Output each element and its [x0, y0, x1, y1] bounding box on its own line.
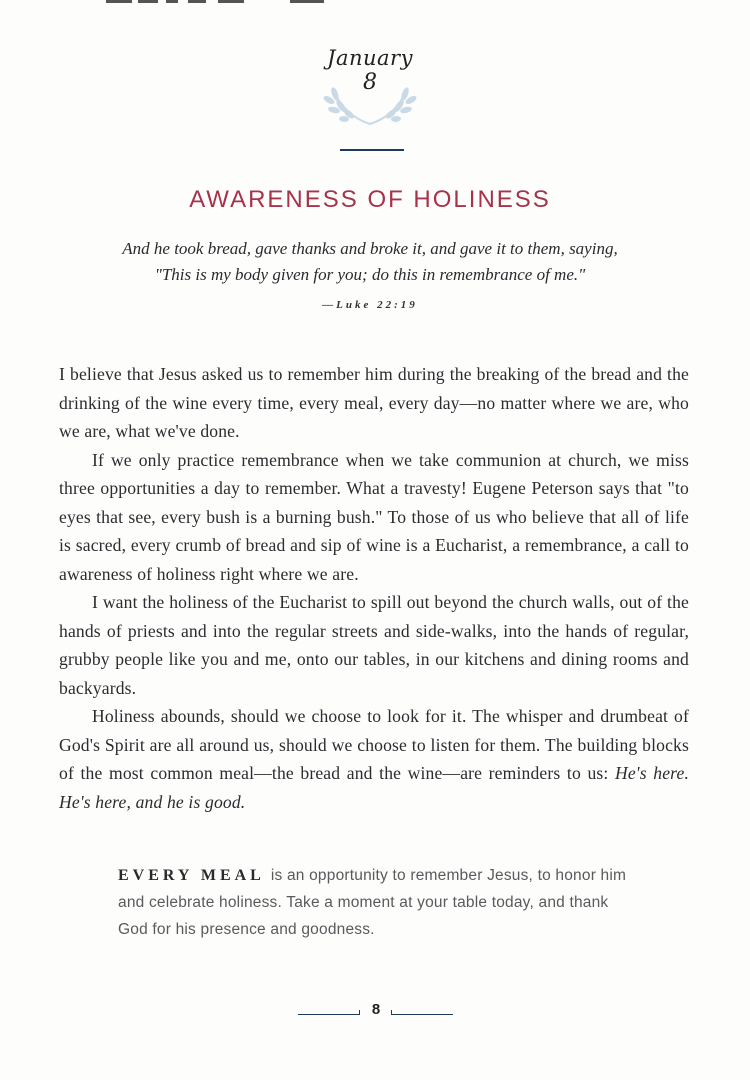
- paragraph-2: If we only practice remembrance when we take communion at church, we miss three opportunities a day to remember. What a travesty! Eugene Peterson says that "to eyes that see, every bush is a burning bush." To those of us who believe that all of life is sacred, every crumb of bread and sip of wine is a Eucharist, a remembrance, a call to awareness of holiness right where we are.: [59, 449, 689, 584]
- callout-text: [118, 862, 628, 943]
- reflection-callout: [118, 862, 628, 943]
- footer-rule-left: [298, 1014, 360, 1015]
- paragraph-4-text: Holiness abounds, should we choose to look for it. The whisper and drumbeat of God's Spirit are all around us, should we choose to listen for them. The building blocks of the most common meal—the bread and the wine—are reminders to us:: [59, 706, 689, 783]
- scripture-reference: —Luke 22:19: [322, 299, 418, 311]
- title-divider: [340, 149, 404, 151]
- callout-body: is an opportunity to remember Jesus, to honor him and celebrate holiness. Take a moment at your table today, and thank God for his presence and goodness.: [118, 867, 627, 938]
- footer-tick-left: [359, 1010, 360, 1015]
- scripture-line-1: And he took bread, gave thanks and broke it, and gave it to them, saying,: [122, 239, 618, 258]
- body-text: [59, 360, 689, 816]
- paragraph-1: I believe that Jesus asked us to remember him during the breaking of the bread and the drinking of the wine every time, every meal, every day—no matter where we are, who we are, what we've done.: [59, 364, 689, 441]
- footer-rule-right: [391, 1014, 453, 1015]
- page-number: 8: [371, 1001, 381, 1018]
- scripture-quote: [60, 236, 680, 318]
- date-month: January: [327, 46, 413, 70]
- callout-lead: EVERY MEAL: [118, 867, 265, 884]
- page-title: AWARENESS OF HOLINESS: [189, 186, 551, 213]
- date-block: [300, 40, 440, 135]
- scripture-line-2: "This is my body given for you; do this in remembrance of me.": [154, 265, 586, 284]
- paragraph-4-italic: He's here. He's here, and he is good.: [59, 763, 690, 812]
- paragraph-4: [59, 702, 689, 816]
- page-footer: [0, 1001, 750, 1025]
- scan-marks: [100, 0, 340, 6]
- paragraph-3: I want the holiness of the Eucharist to spill out beyond the church walls, out of the hands of priests and into the regular streets and side-walks, into the hands of regular, grubby people like you and me, onto our tables, in our kitchens and dining rooms and backyards.: [59, 592, 689, 698]
- date-day: 8: [363, 70, 377, 95]
